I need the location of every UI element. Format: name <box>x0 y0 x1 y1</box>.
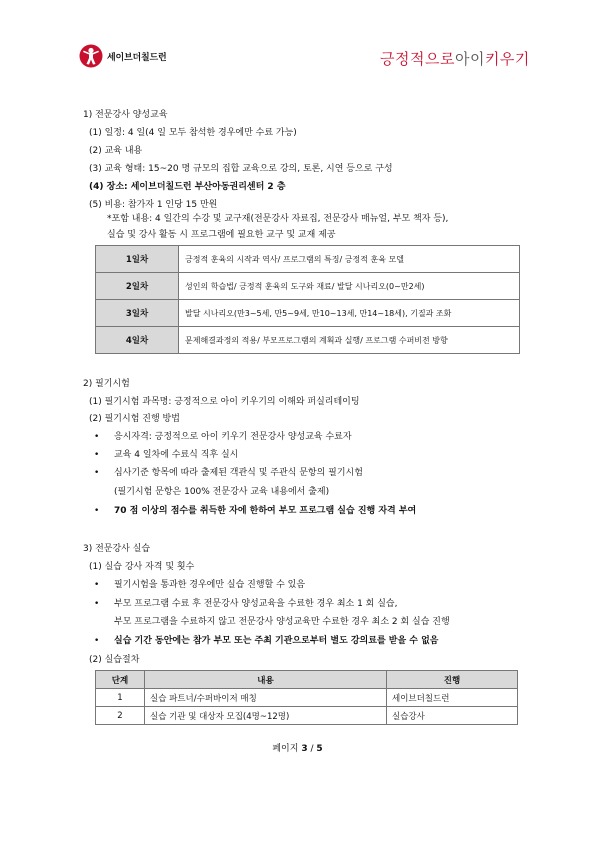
section1-item-1: (1) 일정: 4 일(4 일 모두 참석한 경우에만 수료 가능) <box>89 128 297 138</box>
bullet-icon: • <box>94 468 100 478</box>
section1-item-2: (2) 교육 내용 <box>89 146 143 156</box>
section3-bullet-1: 필기시험을 통과한 경우에만 실습 진행할 수 있음 <box>114 580 306 590</box>
schedule-day: 2일차 <box>96 273 179 300</box>
current-page-number: 3 <box>301 744 308 754</box>
schedule-content: 발달 시나리오(만3~5세, 만5~9세, 만10~13세, 만14~18세), 기질과 조화 <box>179 300 520 327</box>
section1-note-2: 실습 및 강사 활동 시 프로그램에 필요한 교구 및 교재 제공 <box>107 230 336 240</box>
table-cell: 실습 기관 및 대상자 모집(4명~12명) <box>145 707 387 725</box>
schedule-content: 긍정적 훈육의 시작과 역사/ 프로그램의 특징/ 긍정적 훈육 모델 <box>179 246 520 273</box>
schedule-content: 성인의 학습법/ 긍정적 훈육의 도구와 재료/ 발달 시나리오(0~만2세) <box>179 273 520 300</box>
page-label: 페이지 <box>272 744 299 754</box>
section2-item-1: (1) 필기시험 과목명: 긍정적으로 아이 키우기의 이해와 퍼실리테이팅 <box>89 397 360 407</box>
section1-title: 1) 전문강사 양성교육 <box>83 110 168 120</box>
section2-bullet-1: 응시자격: 긍정적으로 아이 키우기 전문강사 양성교육 수료자 <box>114 432 352 442</box>
training-schedule-table <box>95 245 520 354</box>
section3-item-2: (2) 실습절차 <box>89 655 140 665</box>
page-header <box>0 0 595 90</box>
schedule-day: 3일차 <box>96 300 179 327</box>
child-logo-icon <box>79 44 103 68</box>
page-separator: / <box>310 744 314 754</box>
section3-bullet-3: 실습 기간 동안에는 참가 부모 또는 주최 기관으로부터 별도 강의료를 받을 수 없음 <box>114 636 439 646</box>
section2-bullet-4: 70 점 이상의 점수를 취득한 자에 한하여 부모 프로그램 실습 진행 자격 부여 <box>114 506 417 516</box>
practice-procedure-table <box>95 670 518 725</box>
table-row <box>96 327 520 354</box>
section2-item-2: (2) 필기시험 진행 방법 <box>89 414 180 424</box>
column-header: 내용 <box>145 671 387 689</box>
table-row <box>96 689 518 707</box>
brand-part-3: 키우기 <box>484 50 530 68</box>
table-cell: 세이브더칠드런 <box>387 689 518 707</box>
bullet-icon: • <box>94 636 100 646</box>
table-row <box>96 300 520 327</box>
section1-item-5: (5) 비용: 참가자 1 인당 15 만원 <box>89 200 218 210</box>
table-row <box>96 246 520 273</box>
table-row <box>96 273 520 300</box>
brand-part-2: 아이 <box>454 50 485 68</box>
bullet-icon: • <box>94 599 100 609</box>
section2-bullet-3: 심사기준 항목에 따라 출제된 객관식 및 주관식 문항의 필기시험 <box>114 468 363 478</box>
table-cell: 1 <box>96 689 145 707</box>
brand-part-1: 긍정적으로 <box>380 50 455 68</box>
section3-bullet-2: 부모 프로그램 수료 후 전문강사 양성교육을 수료한 경우 최소 1 회 실습, <box>114 599 398 609</box>
section1-item-4: (4) 장소: 세이브더칠드런 부산아동권리센터 2 층 <box>89 182 286 192</box>
section3-bullet-2-cont: 부모 프로그램을 수료하지 않고 전문강사 양성교육만 수료한 경우 최소 2 회 실습 진행 <box>114 617 450 627</box>
section3-item-1: (1) 실습 강사 자격 및 횟수 <box>89 562 195 572</box>
section3-title: 3) 전문강사 실습 <box>83 544 151 554</box>
bullet-icon: • <box>94 506 100 516</box>
logo-text: 세이브더칠드런 <box>107 52 167 63</box>
table-row <box>96 707 518 725</box>
table-cell: 실습 파트너/수퍼바이저 매칭 <box>145 689 387 707</box>
schedule-content: 문제해결과정의 적용/ 부모프로그램의 계획과 실행/ 프로그램 수퍼비전 방향 <box>179 327 520 354</box>
schedule-day: 1일차 <box>96 246 179 273</box>
column-header: 단계 <box>96 671 145 689</box>
bullet-icon: • <box>94 450 100 460</box>
program-brand-title <box>380 48 530 69</box>
section1-item-3: (3) 교육 형태: 15~20 명 규모의 집합 교육으로 강의, 토론, 시연 등으로 구성 <box>89 164 393 174</box>
section2-bullet-3-cont: (필기시험 문항은 100% 전문강사 교육 내용에서 출제) <box>114 487 330 497</box>
table-cell: 2 <box>96 707 145 725</box>
page-footer <box>0 741 595 754</box>
section1-note-1: *포함 내용: 4 일간의 수강 및 교구재(전문강사 자료집, 전문강사 매뉴얼, 부모 책자 등), <box>107 214 449 224</box>
schedule-day: 4일차 <box>96 327 179 354</box>
table-header-row <box>96 671 518 689</box>
column-header: 진행 <box>387 671 518 689</box>
bullet-icon: • <box>94 432 100 442</box>
section2-bullet-2: 교육 4 일차에 수료식 직후 실시 <box>114 450 239 460</box>
table-cell: 실습강사 <box>387 707 518 725</box>
save-the-children-logo <box>79 44 166 68</box>
section2-title: 2) 필기시험 <box>83 379 130 389</box>
bullet-icon: • <box>94 580 100 590</box>
total-pages-number: 5 <box>316 744 323 754</box>
